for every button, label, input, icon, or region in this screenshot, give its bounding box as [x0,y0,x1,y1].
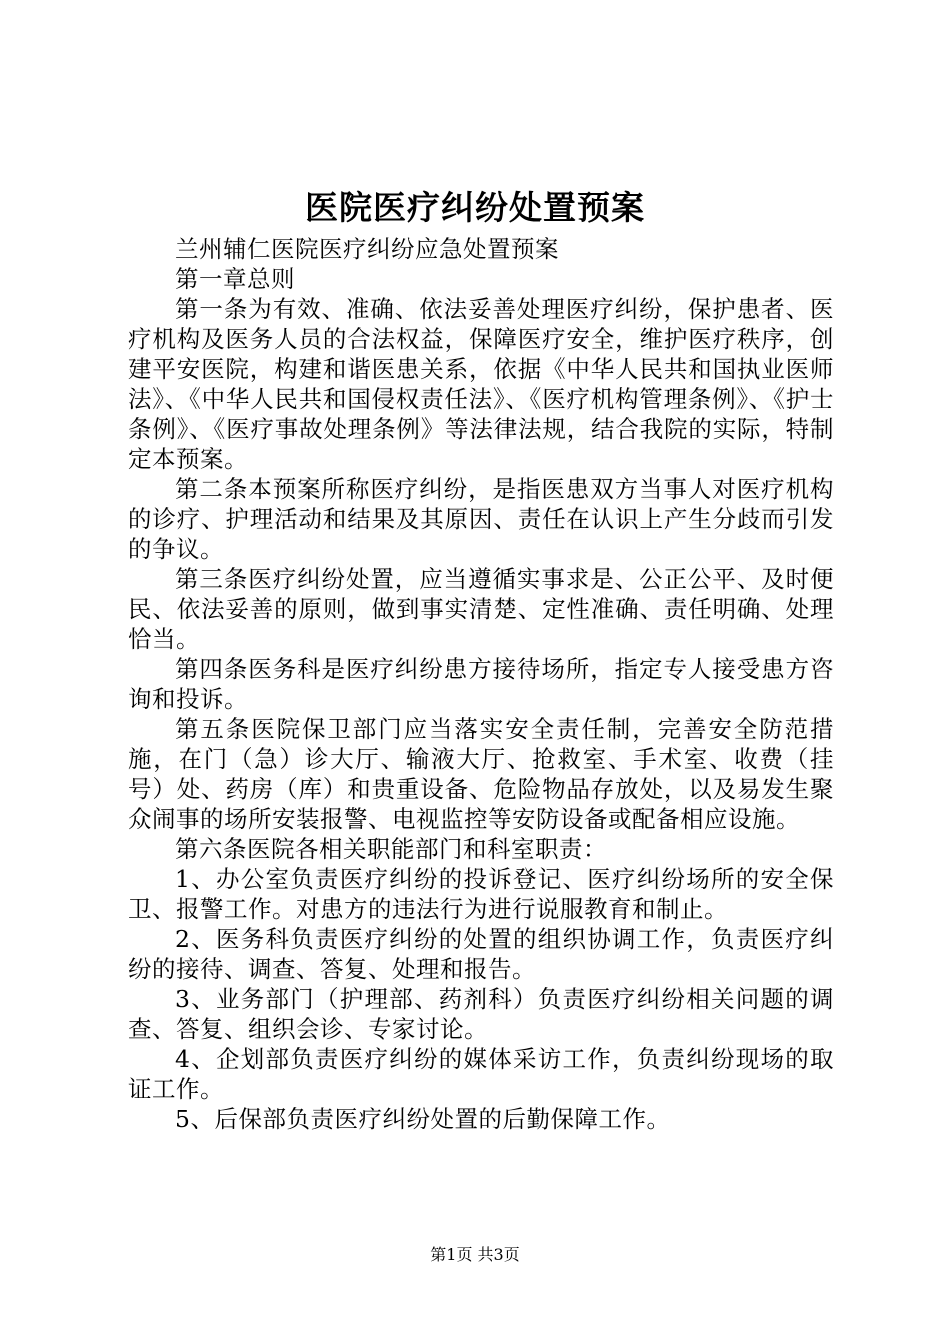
paragraph-article-2: 第二条本预案所称医疗纠纷，是指医患双方当事人对医疗机构的诊疗、护理活动和结果及其原因、责任在认识上产生分歧而引发的争议。 [128,475,834,563]
page-number-footer: 第1页 共3页 [430,1245,520,1264]
document-body [128,234,834,1134]
paragraph-article-6: 第六条医院各相关职能部门和科室职责： [175,835,607,863]
paragraph-article-5: 第五条医院保卫部门应当落实安全责任制，完善安全防范措施，在门（急）诊大厅、输液大厅、抢救室、手术室、收费（挂号）处、药房（库）和贵重设备、危险物品存放处，以及易发生聚众闹事的场所安装报警、电视监控等安防设备或配备相应设施。 [128,715,834,833]
paragraph-duty-1: 1、办公室负责医疗纠纷的投诉登记、医疗纠纷场所的安全保卫、报警工作。对患方的违法行为进行说服教育和制止。 [128,865,834,923]
paragraph-article-4: 第四条医务科是医疗纠纷患方接待场所，指定专人接受患方咨询和投诉。 [128,655,834,713]
paragraph-subtitle: 兰州辅仁医院医疗纠纷应急处置预案 [175,235,559,263]
paragraph-article-3: 第三条医疗纠纷处置，应当遵循实事求是、公正公平、及时便民、依法妥善的原则，做到事实清楚、定性准确、责任明确、处理恰当。 [128,565,834,653]
document-title: 医院医疗纠纷处置预案 [305,188,645,227]
paragraph-duty-2: 2、医务科负责医疗纠纷的处置的组织协调工作，负责医疗纠纷的接待、调查、答复、处理和报告。 [128,925,834,983]
paragraph-article-1: 第一条为有效、准确、依法妥善处理医疗纠纷，保护患者、医疗机构及医务人员的合法权益，保障医疗安全，维护医疗秩序，创建平安医院，构建和谐医患关系，依据《中华人民共和国执业医师法》、《中华人民共和国侵权责任法》、《医疗机构管理条例》、《护士条例》、《医疗事故处理条例》等法律法规，结合我院的实际，特制定本预案。 [128,295,834,473]
paragraph-chapter-heading: 第一章总则 [175,265,295,293]
paragraph-duty-4: 4、企划部负责医疗纠纷的媒体采访工作，负责纠纷现场的取证工作。 [128,1045,834,1103]
paragraph-duty-5: 5、后保部负责医疗纠纷处置的后勤保障工作。 [175,1105,671,1133]
paragraph-duty-3: 3、业务部门（护理部、药剂科）负责医疗纠纷相关问题的调查、答复、组织会诊、专家讨论。 [128,985,834,1043]
